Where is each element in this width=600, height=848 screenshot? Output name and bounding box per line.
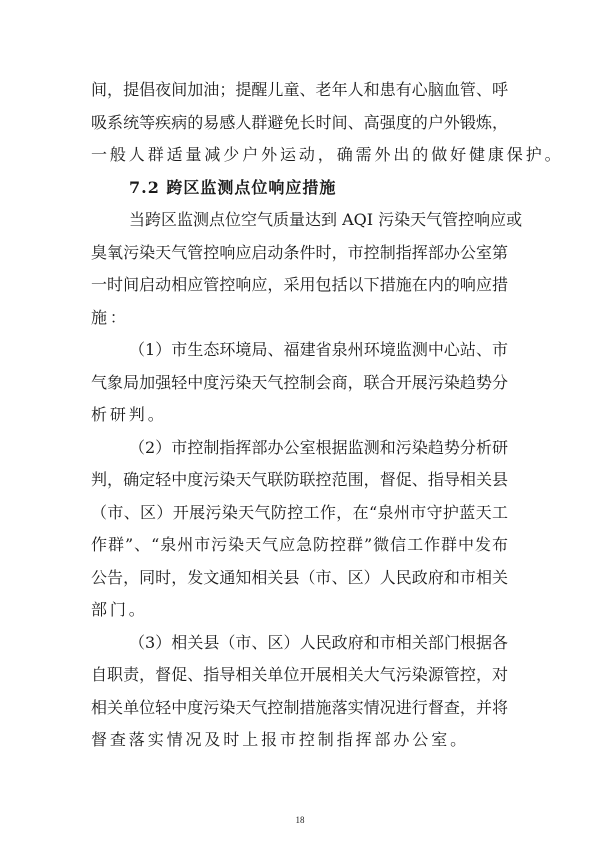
text-line: 督查落实情况及时上报市控制指挥部办公室。 xyxy=(91,730,470,749)
text-line: 部门。 xyxy=(91,600,148,619)
text-line: （2）市控制指挥部办公室根据监测和污染趋势分析研 xyxy=(129,438,508,457)
text-line: 当跨区监测点位空气质量达到 AQI 污染天气管控响应或 xyxy=(129,210,523,229)
text-line: 一时间启动相应管控响应，采用包括以下措施在内的响应措 xyxy=(91,275,508,294)
text-line: （市、区）开展污染天气防控工作，在“泉州市守护蓝天工 xyxy=(91,503,508,522)
text-line: 施： xyxy=(91,308,129,327)
text-line: 臭氧污染天气管控响应启动条件时，市控制指挥部办公室第 xyxy=(91,243,508,262)
section-heading: 7.2 跨区监测点位响应措施 xyxy=(129,178,337,197)
text-line: 作群”、“泉州市污染天气应急防控群”微信工作群中发布 xyxy=(91,535,508,554)
text-line: （1）市生态环境局、福建省泉州环境监测中心站、市 xyxy=(129,340,508,359)
text-line: 一般人群适量减少户外运动，确需外出的做好健康保护。 xyxy=(91,145,564,164)
text-line: 气象局加强轻中度污染天气控制会商，联合开展污染趋势分 xyxy=(91,373,508,392)
text-line: 间，提倡夜间加油；提醒儿童、老年人和患有心脑血管、呼 xyxy=(91,80,508,99)
text-line: 相关单位轻中度污染天气控制措施落实情况进行督查，并将 xyxy=(91,698,508,717)
text-line: 自职责，督促、指导相关单位开展相关大气污染源管控，对 xyxy=(91,665,508,684)
text-line: （3）相关县（市、区）人民政府和市相关部门根据各 xyxy=(129,633,508,652)
text-line: 判，确定轻中度污染天气联防联控范围，督促、指导相关县 xyxy=(91,470,508,489)
text-line: 析研判。 xyxy=(91,405,167,424)
text-line: 公告，同时，发文通知相关县（市、区）人民政府和市相关 xyxy=(91,568,508,587)
text-line: 吸系统等疾病的易感人群避免长时间、高强度的户外锻炼， xyxy=(91,113,508,132)
page-number: 18 xyxy=(295,815,305,825)
